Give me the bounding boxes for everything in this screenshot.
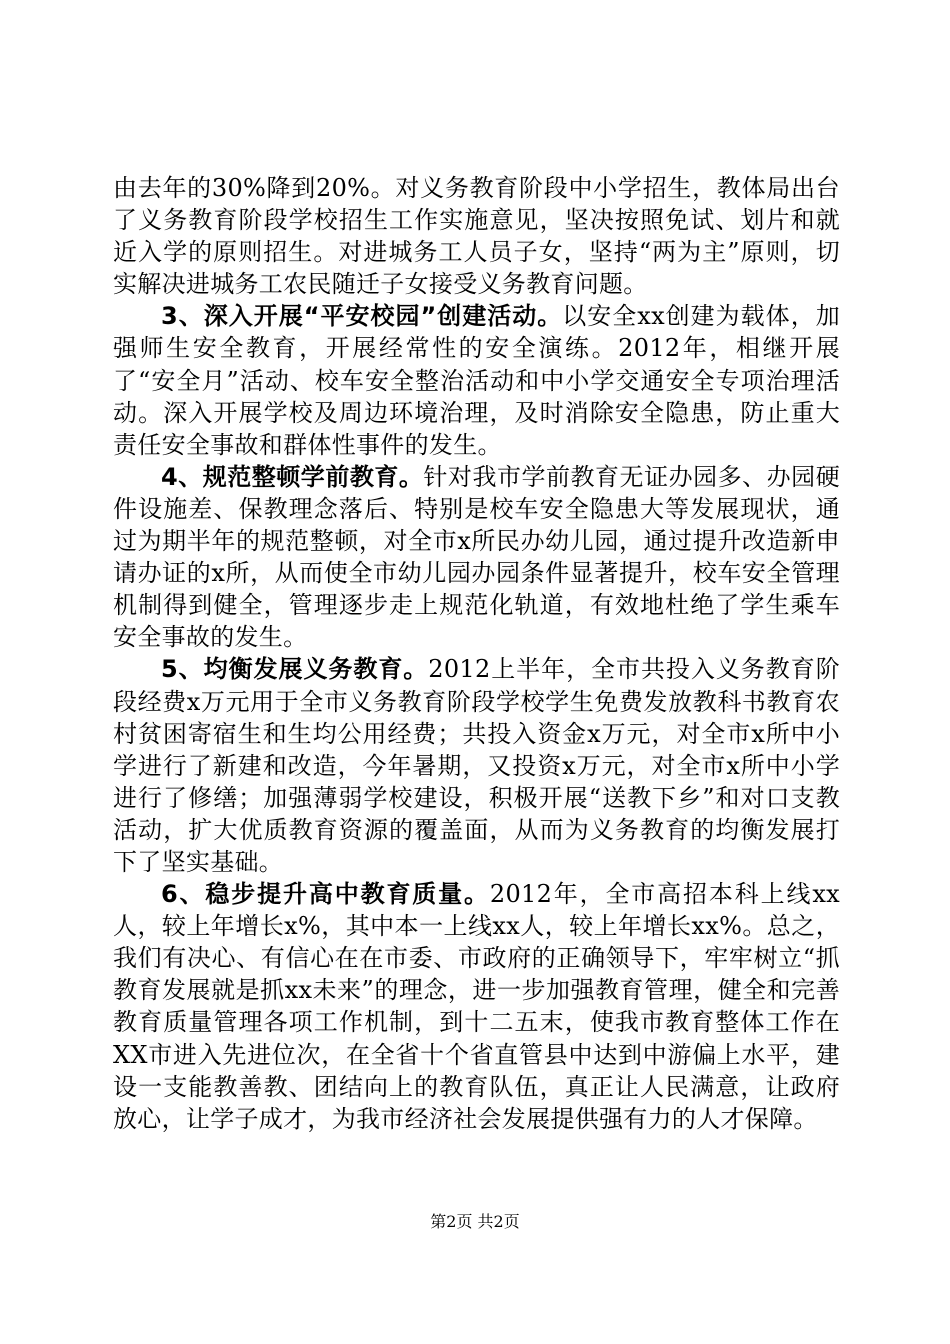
paragraph-heading: 5、均衡发展义务教育。 [161, 655, 429, 684]
paragraph-text: 以安全xx创建为载体，加强师生安全教育，开展经常性的安全演练。2012年，相继开展了“安全月”活动、校车安全整治活动和中小学交通安全专项治理活动。深入开展学校及周边环境治理，及时消除安全隐患，防止重大责任安全事故和群体性事件的发生。 [113, 302, 840, 459]
page-number-footer: 第2页 共2页 [430, 1212, 520, 1231]
paragraph-continuation [113, 172, 840, 300]
paragraph-high-school [113, 878, 840, 1135]
document-body [113, 172, 840, 1135]
paragraph-text: 2012上半年，全市共投入义务教育阶段经费x万元用于全市义务教育阶段学校学生免费发放教科书教育农村贫困寄宿生和生均公用经费；共投入资金x万元，对全市x所中小学进行了新建和改造，今年暑期，又投资x万元，对全市x所中小学进行了修缮；加强薄弱学校建设，积极开展“送教下乡”和对口支教活动，扩大优质教育资源的覆盖面，从而为义务教育的均衡发展打下了坚实基础。 [113, 655, 840, 876]
paragraph-heading: 3、深入开展“平安校园”创建活动。 [161, 302, 563, 331]
paragraph-compulsory-education [113, 653, 840, 878]
paragraph-safe-campus [113, 300, 840, 460]
paragraph-text: 由去年的30%降到20%。对义务教育阶段中小学招生，教体局出台了义务教育阶段学校招生工作实施意见，坚决按照免试、划片和就近入学的原则招生。对进城务工人员子女，坚持“两为主”原则，切实解决进城务工农民随迁子女接受义务教育问题。 [113, 174, 840, 299]
paragraph-text: 2012年，全市高招本科上线xx人，较上年增长x%，其中本一上线xx人，较上年增长xx%。总之，我们有决心、有信心在在市委、市政府的正确领导下，牢牢树立“抓教育发展就是抓xx未来”的理念，进一步加强教育管理，健全和完善教育质量管理各项工作机制，到十二五末，使我市教育整体工作在XX市进入先进位次，在全省十个省直管县中达到中游偏上水平，建设一支能教善教、团结向上的教育队伍，真正让人民满意，让政府放心，让学子成才，为我市经济社会发展提供强有力的人才保障。 [113, 880, 840, 1133]
paragraph-preschool [113, 461, 840, 654]
paragraph-heading: 6、稳步提升高中教育质量。 [161, 880, 490, 909]
paragraph-heading: 4、规范整顿学前教育。 [161, 462, 424, 491]
paragraph-text: 针对我市学前教育无证办园多、办园硬件设施差、保教理念落后、特别是校车安全隐患大等发展现状，通过为期半年的规范整顿，对全市x所民办幼儿园，通过提升改造新申请办证的x所，从而使全市幼儿园办园条件显著提升，校车安全管理机制得到健全，管理逐步走上规范化轨道，有效地杜绝了学生乘车安全事故的发生。 [113, 462, 840, 652]
